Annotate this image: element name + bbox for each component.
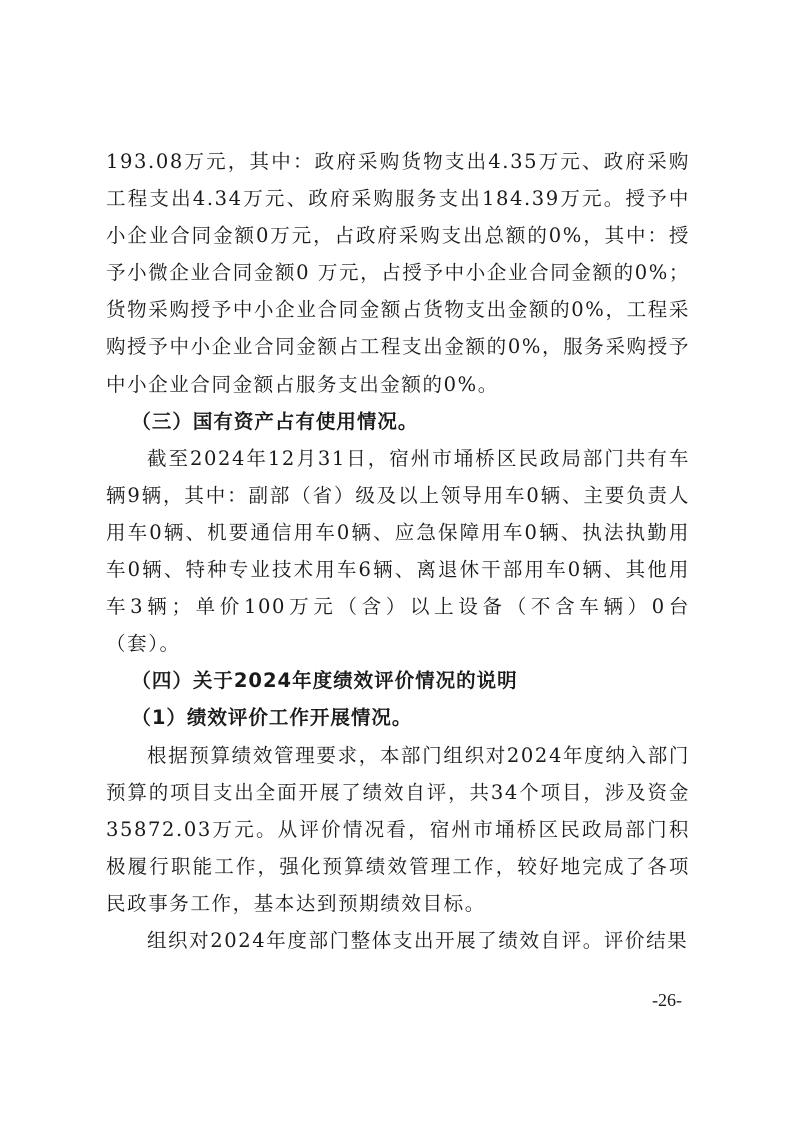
- document-body: [106, 143, 690, 959]
- paragraph-project-evaluation: 根据预算绩效管理要求，本部门组织对2024年度纳入部门预算的项目支出全面开展了绩效自评，共34个项目，涉及资金35872.03万元。从评价情况看，宿州市埇桥区民政局部门积极履行职能工作，强化预算绩效管理工作，较好地完成了各项民政事务工作，基本达到预期绩效目标。: [106, 743, 690, 915]
- paragraph-overall-evaluation: 组织对2024年度部门整体支出开展了绩效自评。评价结果: [146, 928, 689, 952]
- heading-state-assets: （三）国有资产占有使用情况。: [131, 409, 419, 433]
- heading-performance-evaluation: （四）关于2024年度绩效评价情况的说明: [131, 669, 518, 693]
- paragraph-vehicles: 截至2024年12月31日，宿州市埇桥区民政局部门共有车辆9辆，其中：副部（省）级及以上领导用车0辆、主要负责人用车0辆、机要通信用车0辆、应急保障用车0辆、执法执勤用车0辆、特种专业技术用车6辆、离退休干部用车0辆、其他用车3辆；单价100万元（含）以上设备（不含车辆）0台（套）。: [106, 446, 690, 656]
- paragraph-procurement: 193.08万元，其中：政府采购货物支出4.35万元、政府采购工程支出4.34万元、政府采购服务支出184.39万元。授予中小企业合同金额0万元，占政府采购支出总额的0%，其中：授予小微企业合同金额0 万元，占授予中小企业合同金额的0%；货物采购授予中小企业合同金额占货物支出金额的0%，工程采购授予中小企业合同金额占工程支出金额的0%，服务采购授予中小企业合同金额占服务支出金额的0%。: [106, 150, 690, 396]
- page-number: -26-: [652, 990, 682, 1010]
- subheading-evaluation-work: （1）绩效评价工作开展情况。: [131, 706, 413, 730]
